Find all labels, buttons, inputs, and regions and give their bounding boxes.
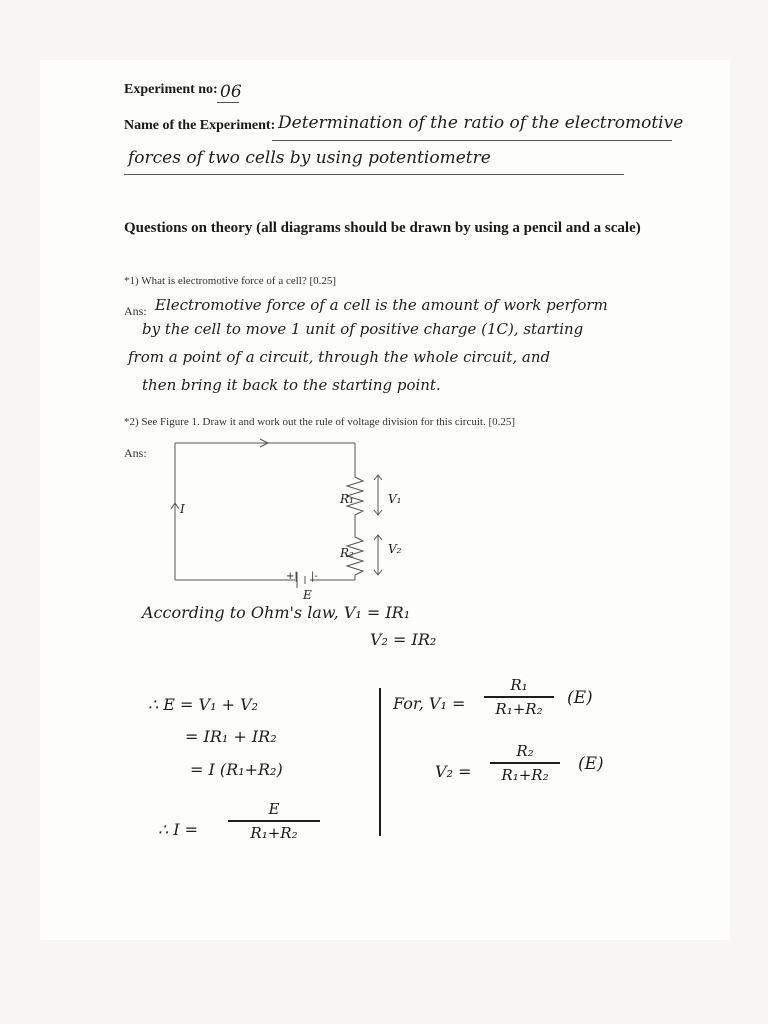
label-r1: R₁	[340, 492, 354, 506]
q1-ans-label: Ans:	[124, 304, 147, 318]
q1-answer-line-2: by the cell to move 1 unit of positive charge (1C), starting	[142, 320, 584, 338]
circuit-diagram	[150, 435, 430, 610]
experiment-no-underline	[217, 102, 239, 103]
experiment-name-line1: Determination of the ratio of the electromotive	[278, 113, 684, 133]
ohm-line-2: V₂ = IR₂	[370, 630, 437, 649]
q1-answer-line-4: then bring it back to the starting point.	[142, 376, 441, 394]
label-emf: E	[303, 588, 312, 602]
eq-current-fraction	[228, 800, 320, 842]
eq-i-r-sum: = I (R₁+R₂)	[190, 760, 283, 779]
fraction-bar	[484, 696, 554, 698]
experiment-name-label: Name of the Experiment:	[124, 118, 276, 133]
eq-current-numerator: E	[268, 800, 280, 818]
eq-v2-suffix: (E)	[578, 754, 604, 774]
label-r2: R₂	[340, 546, 354, 560]
q1-answer-line-3: from a point of a circuit, through the whole circuit, and	[128, 348, 551, 366]
label-plus: +|	[286, 571, 298, 582]
eq-v2-fraction	[490, 742, 560, 784]
q1-question: *1) What is electromotive force of a cell? [0.25]	[124, 275, 337, 287]
q2-ans-label: Ans:	[124, 446, 147, 460]
label-v1: V₁	[388, 492, 402, 506]
label-v2: V₂	[388, 542, 402, 556]
eq-v1-prefix: For, V₁ =	[393, 694, 466, 713]
eq-v1-numerator: R₁	[510, 676, 528, 694]
theory-heading: Questions on theory (all diagrams should be drawn by using a pencil and a scale)	[124, 220, 641, 236]
label-minus: |-	[311, 571, 318, 582]
q2-question: *2) See Figure 1. Draw it and work out the rule of voltage division for this circuit. [0.25]	[124, 416, 516, 428]
eq-v1-suffix: (E)	[567, 688, 593, 708]
eq-v2-prefix: V₂ =	[435, 762, 472, 781]
eq-v1-fraction	[484, 676, 554, 718]
eq-current-prefix: ∴ I =	[158, 820, 199, 839]
ohm-line-1: According to Ohm's law, V₁ = IR₁	[142, 603, 411, 622]
label-current: I	[180, 502, 185, 516]
eq-current-denominator: R₁+R₂	[250, 823, 298, 842]
name-underline-1	[272, 140, 672, 141]
equation-divider	[379, 688, 381, 836]
name-underline-2	[124, 174, 624, 175]
eq-ir-sum: = IR₁ + IR₂	[185, 727, 277, 746]
eq-v2-denominator: R₁+R₂	[501, 765, 549, 784]
eq-emf-sum: ∴ E = V₁ + V₂	[148, 695, 259, 714]
eq-v1-denominator: R₁+R₂	[495, 699, 543, 718]
experiment-name-line2: forces of two cells by using potentiometre	[128, 148, 491, 168]
fraction-bar	[228, 820, 320, 822]
experiment-no-value: 06	[220, 82, 242, 102]
eq-v2-numerator: R₂	[516, 742, 534, 760]
fraction-bar	[490, 762, 560, 764]
experiment-no-label: Experiment no:	[124, 82, 218, 97]
q1-answer-line-1: Electromotive force of a cell is the amount of work perform	[155, 296, 608, 314]
